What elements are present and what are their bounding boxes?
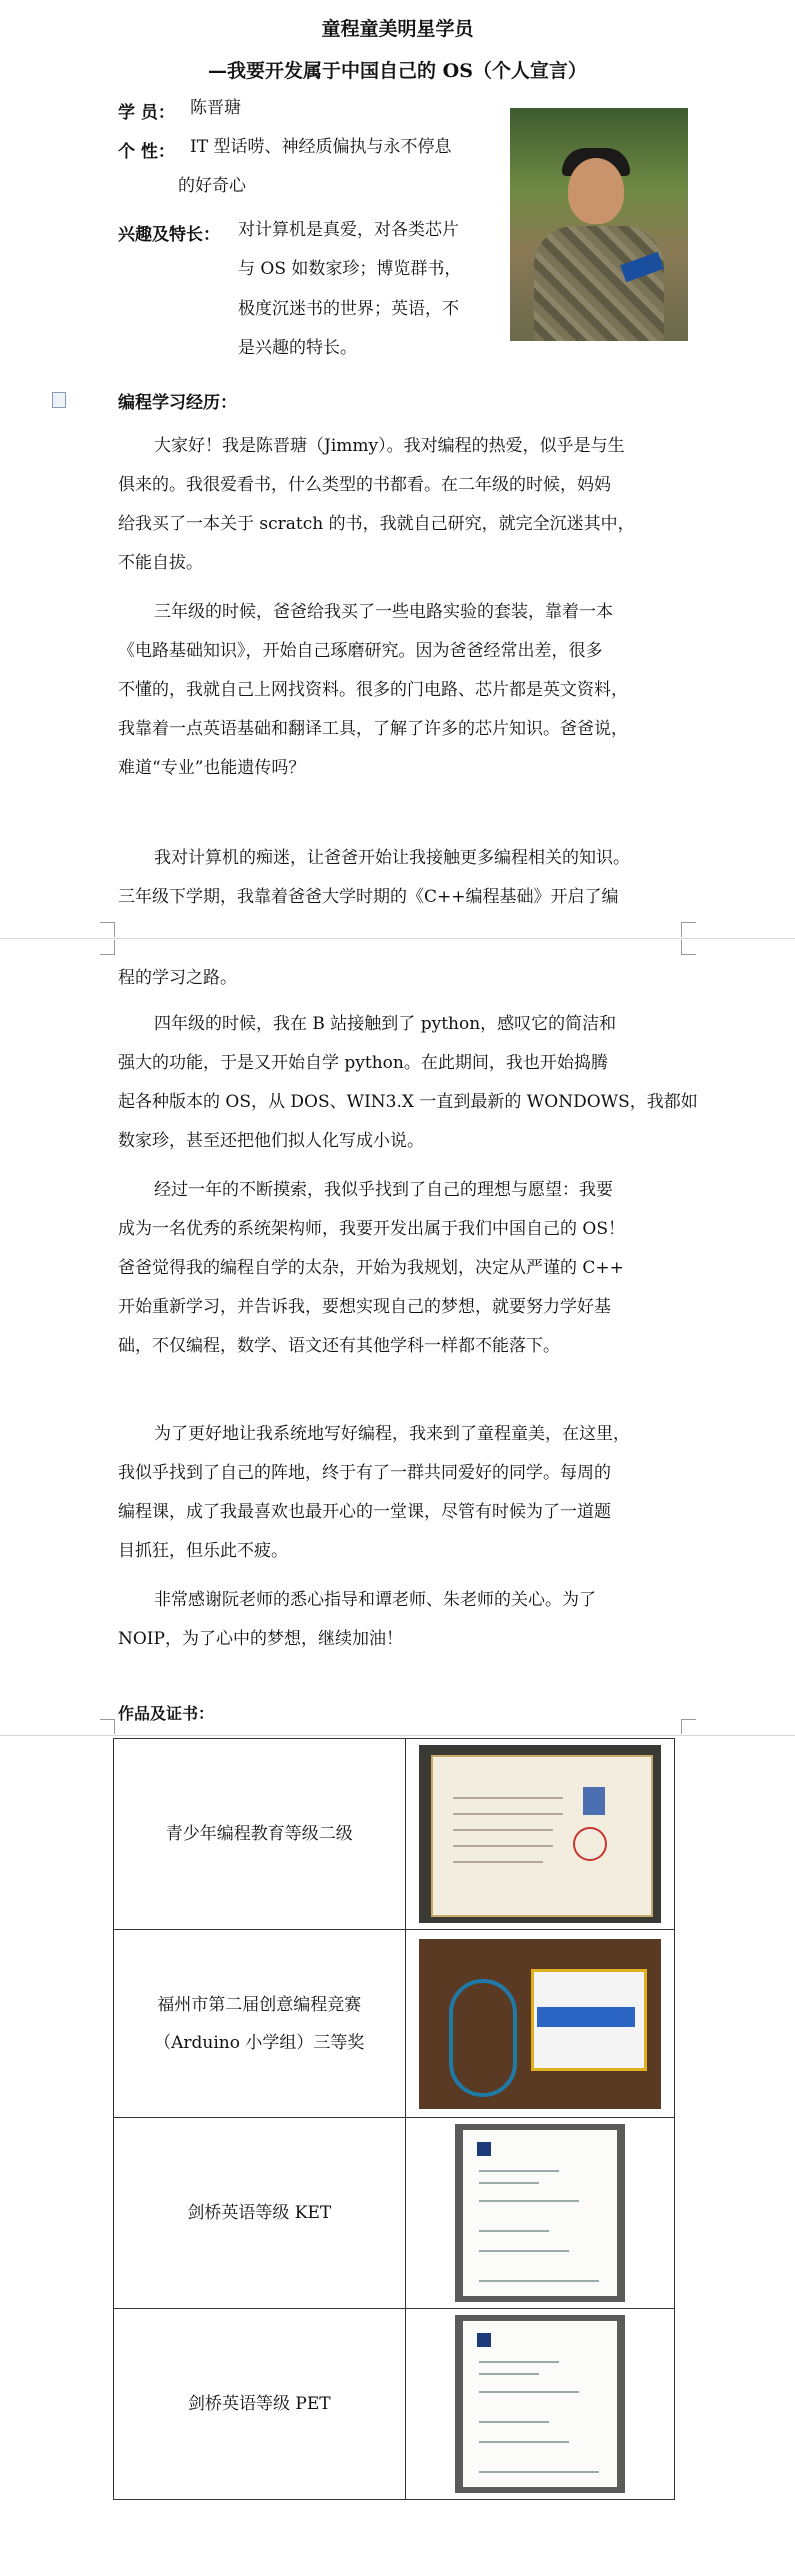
hobby-text: 与 OS 如数家珍；博览群书， — [238, 259, 462, 279]
hobby-text: 极度沉迷书的世界；英语，不 — [238, 299, 459, 319]
certificate-photo — [419, 1745, 661, 1923]
page-corner-mark — [100, 940, 115, 955]
awards-heading: 作品及证书： — [118, 1704, 215, 1723]
paragraph-line: 《电路基础知识》，开始自己琢磨研究。因为爸爸经常出差，很多 — [118, 641, 603, 661]
paragraph-line: 爸爸觉得我的编程自学的太杂，开始为我规划，决定从严谨的 C++ — [118, 1258, 624, 1278]
award-name: 福州市第二届创意编程竞赛 （Arduino 小学组）三等奖 — [114, 1930, 406, 2118]
paragraph-line: 成为一名优秀的系统架构师，我要开发出属于我们中国自己的 OS！ — [118, 1219, 625, 1239]
page-break — [0, 1735, 795, 1736]
page-subtitle: —我要开发属于中国自己的 OS（个人宣言） — [208, 60, 587, 82]
hobby-text: 对计算机是真爱，对各类芯片 — [238, 220, 459, 240]
paragraph-line: 三年级的时候，爸爸给我买了一些电路实验的套装，靠着一本 — [154, 602, 613, 622]
table-row — [114, 2118, 675, 2309]
award-name: 剑桥英语等级 PET — [114, 2309, 406, 2500]
document-icon — [52, 392, 66, 408]
paragraph-line: 不能自拔。 — [118, 553, 203, 573]
paragraph-line: 难道“专业”也能遗传吗？ — [118, 758, 306, 778]
hobby-label: 兴趣及特长： — [118, 225, 220, 245]
student-name: 陈晋瑭 — [190, 98, 241, 118]
paragraph-line: 我似乎找到了自己的阵地，终于有了一群共同爱好的同学。每周的 — [118, 1463, 611, 1483]
personality-text: IT 型话唠、神经质偏执与永不停息 — [190, 137, 452, 157]
cambridge-pet-certificate — [455, 2315, 625, 2493]
paragraph-line: 经过一年的不断摸索，我似乎找到了自己的理想与愿望：我要 — [154, 1180, 613, 1200]
student-photo — [510, 108, 688, 341]
paragraph-line: 础，不仅编程，数学、语文还有其他学科一样都不能落下。 — [118, 1336, 560, 1356]
page-corner-mark — [100, 1719, 115, 1734]
arduino-kit-photo — [419, 1939, 661, 2109]
award-name: 青少年编程教育等级二级 — [114, 1739, 406, 1930]
cambridge-ket-certificate — [455, 2124, 625, 2302]
paragraph-line: 编程课，成了我最喜欢也最开心的一堂课，尽管有时候为了一道题 — [118, 1502, 611, 1522]
paragraph-line: 俱来的。我很爱看书，什么类型的书都看。在二年级的时候，妈妈 — [118, 475, 611, 495]
page-corner-mark — [681, 922, 696, 937]
paragraph-line: 目抓狂，但乐此不疲。 — [118, 1541, 288, 1561]
table-row — [114, 1739, 675, 1930]
page-corner-mark — [681, 1719, 696, 1734]
page-break — [0, 938, 795, 939]
personality-text: 的好奇心 — [178, 176, 246, 196]
paragraph-line: 数家珍，甚至还把他们拟人化写成小说。 — [118, 1131, 424, 1151]
paragraph-line: 开始重新学习，并告诉我，要想实现自己的梦想，就要努力学好基 — [118, 1297, 611, 1317]
paragraph-line: 非常感谢阮老师的悉心指导和谭老师、朱老师的关心。为了 — [154, 1590, 596, 1610]
paragraph-line: 给我买了一本关于 scratch 的书，我就自己研究，就完全沉迷其中， — [118, 514, 635, 534]
paragraph-line: 强大的功能，于是又开始自学 python。在此期间，我也开始捣腾 — [118, 1053, 608, 1073]
experience-heading: 编程学习经历： — [118, 393, 237, 413]
paragraph-line: 大家好！我是陈晋瑭（Jimmy）。我对编程的热爱，似乎是与生 — [154, 436, 625, 456]
table-row — [114, 2309, 675, 2500]
paragraph-line: 我对计算机的痴迷，让爸爸开始让我接触更多编程相关的知识。 — [154, 848, 630, 868]
paragraph-line: 四年级的时候，我在 B 站接触到了 python，感叹它的简洁和 — [154, 1014, 617, 1034]
paragraph-line: 三年级下学期，我靠着爸爸大学时期的《C++编程基础》开启了编 — [118, 887, 619, 907]
paragraph-line: 起各种版本的 OS，从 DOS、WIN3.X 一直到最新的 WONDOWS，我都如 — [118, 1092, 698, 1112]
paragraph-line: 不懂的，我就自己上网找资料。很多的门电路、芯片都是英文资料， — [118, 680, 628, 700]
hobby-text: 是兴趣的特长。 — [238, 338, 357, 358]
paragraph-line: NOIP，为了心中的梦想，继续加油！ — [118, 1629, 403, 1649]
page-corner-mark — [100, 922, 115, 937]
award-name: 剑桥英语等级 KET — [114, 2118, 406, 2309]
table-row — [114, 1930, 675, 2118]
paragraph-line: 为了更好地让我系统地写好编程，我来到了童程童美，在这里， — [154, 1424, 630, 1444]
paragraph-line: 我靠着一点英语基础和翻译工具，了解了许多的芯片知识。爸爸说， — [118, 719, 628, 739]
paragraph-line: 程的学习之路。 — [118, 968, 237, 988]
page-title: 童程童美明星学员 — [321, 18, 474, 40]
student-label: 学 员： — [118, 103, 175, 123]
page-corner-mark — [681, 940, 696, 955]
awards-table — [113, 1738, 675, 2500]
personality-label: 个 性： — [118, 142, 175, 162]
